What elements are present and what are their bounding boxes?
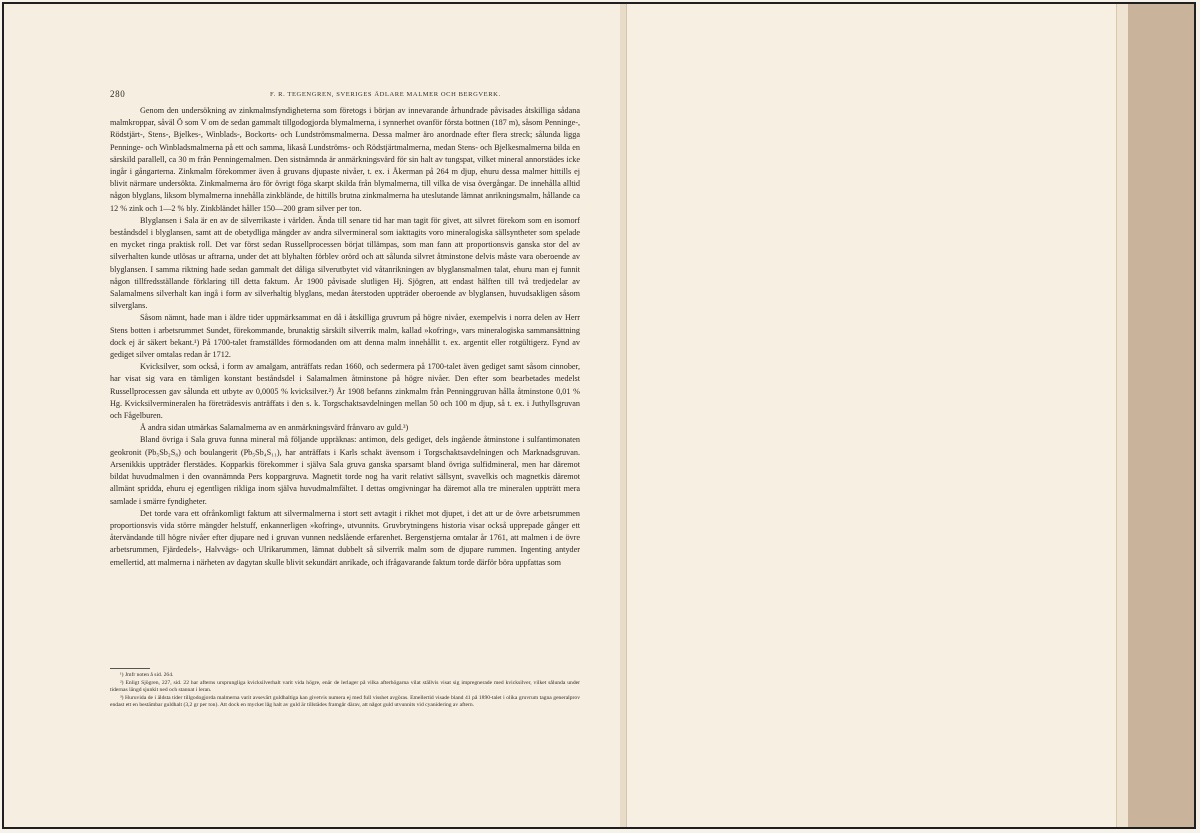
body-text: [110, 105, 580, 569]
paragraph: Det torde vara ett ofrånkomligt faktum att silvermalmerna i stort sett avtagit i rikhet mot djupet, i det att ur de övre arbetsrummen proportionsvis vida större mängder helstuff, enkannerligen »kofring», utvunnits. Gruvbrytningens historia visar också upprepade gånger ett återvändande till högre nivåer efter djupare ned i gruvan vunnen nedslående erfarenhet. Bergenstjerna omtalar år 1761, att malmen i de övre arbetsrummen, Fjärdedels-, Halvvägs- och Ulrikarummen, lämnat dubbelt så silverrik malm som de djupare rummen. Ingenting antyder emellertid, att malmerna i närheten av dagytan skulle blivit sekundärt anrikade, och ifrågavarande faktum torde därför böra uppfattas som: [110, 508, 580, 567]
paragraph: Kvicksilver, som också, i form av amalgam, anträffats redan 1660, och sedermera på 1700-talet även gediget samt såsom cinnober, har visat sig vara en tämligen konstant beståndsdel i Salamalmen åtminstone på högre nivåer. Den efter som bearbetades medelst Russellprocessen gav sålunda ett utbyte av 0,0005 % kvicksilver.²) År 1908 befanns zinkmalm från Penninggruvan hålla åtminstone 0,01 % Hg. Kvicksilvermineralen ha företrädesvis anträffats i den s. k. Torgschaktsavdelningen mellan 50 och 100 m djup, så t. ex. i Juthyllsgruvan och Fågelburen.: [110, 362, 580, 421]
cardboard-backing: [1128, 4, 1194, 827]
footnote: ²) Enligt Sjögren, 227, sid. 22 har afterns ursprungliga kvicksilverhalt varit vida högre, enär de lerlager på vilka afterhögarna vilat ställvis visat sig impregnerade med kvicksilver, vilket sålunda under tidernas längd sjunkit ned och stannat i leran.: [110, 679, 580, 694]
left-page: [4, 4, 621, 827]
footnote: ³) Huruvida de i äldsta tider tillgodogjorda malmerna varit avsevärt guldhaltiga kan givetvis numera ej med full visshet avgöras. Emellertid visade bland 41 på 1890-talet i olika gruvrum tagna generalprov endast ett en bestämbar guldhalt (3,2 gr per ton). Att dock en mycket låg halt av guld är tillstädes framgår därav, att något guld utvunnits vid cyanidering av aftern.: [110, 694, 580, 709]
page-header: [110, 90, 596, 102]
right-page-blank: [626, 4, 1129, 827]
footnotes: [110, 672, 580, 710]
running-title: F. R. TEGENGREN, SVERIGES ÄDLARE MALMER OCH BERGVERK.: [270, 91, 501, 98]
paragraph: Å andra sidan utmärkas Salamalmerna av en anmärkningsvärd frånvaro av guld.³): [140, 423, 409, 433]
paragraph: Blyglansen i Sala är en av de silverrikaste i världen. Ända till senare tid har man tagit för givet, att silvret förekom som en isomorf beståndsdel i blyglansen, samt att de obetydliga mängder av andra silvermineral som iakttagits voro mineralogiska sällsyntheter som spelade en mycket ringa praktisk roll. Det var först sedan Russellprocessen börjat tillämpas, som man fann att proportionsvis ganska stor del av silverhalten kunde utlösas ur aftrarna, under det att blyhalten förblev orörd och att sålunda silvret åtminstone delvis måste vara oberoende av blyglansen. I samma riktning hade sedan gammalt det dåliga silverutbytet vid våtanrikningen av blyglansmalmen talat, ehuru man ej funnit någon tillfredsställande förklaring till detta faktum. År 1900 påvisade slutligen Hj. Sjögren, att endast hälften till två tredjedelar av Salamalmens silverhalt kan ingå i form av silverhaltig blyglans, medan återstoden uppträder oberoende av blyglansen, huvudsakligen såsom silverglans.: [110, 215, 580, 311]
paragraph: Bland övriga i Sala gruva funna mineral må följande uppräknas: antimon, dels gediget, dels ingående åtminstone i sulfantimonaten geokronit (Pb₅Sb₂S₈) och boulangerit (Pb₅Sb₄S₁₁), har anträffats i Karls schakt ävensom i Torgschaktsavdelningen och Marknadsgruvan. Arsenikkis uppträder flerstädes. Kopparkis förekommer i själva Sala gruva ganska sparsamt bland övriga sulfidmineral, men har däremot bildat huvudmalmen i den ovannämnda Pers koppargruva. Magnetit torde nog ha varit relativt sällsynt, svavelkis och magnetkis däremot allmänt spridda, ehuru ej egentligen rikliga inom själva huvudmalmfältet. I dettas omgivningar ha däremot alla tre mineralen uppträtt mera samlade i smärre fyndigheter.: [110, 435, 580, 506]
paragraph: Genom den undersökning av zinkmalmsfyndigheterna som företogs i början av innevarande århundrade påvisades åtskilliga sådana malmkroppar, såväl Ö som V om de sedan gammalt tillgodogjorda blymalmerna, i synnerhet ovanför första bottnen (187 m), såsom Penninge-, Rödstjärt-, Stens-, Bjelkes-, Winblads-, Bockorts- och Lundströmsmalmerna. Dessa malmer äro anordnade efter flera streck; sålunda ligga Penninge- och Winbladsmalmerna på ett och samma, likaså Lundströms- och Rödstjärtmalmerna, medan Stens- och Bjelkesmalmerna bilda en särskild parallell, ca 30 m från Penningemalmen. Den sistnämnda är anmärkningsvärd för sin halt av tungspat, vilket mineral annorstädes icke ingår i gångarterna. Zinkmalm förekommer även å gruvans djupaste nivåer, t. ex. i Åkerman på 264 m djup, ehuru dessa malmer hittills ej blivit närmare undersökta. Zinkmalmerna äro för övrigt föga skarpt skilda från blymalmerna, till vilka de visa övergångar. De innehålla alltid någon blyglans, liksom blymalmerna innehålla zinkblände, de hittills brutna zinkmalmerna ha uteslutande lämnat anrikningsmalm, hållande ca 12 % zink och 1—2 % bly. Zinkbländet håller 150—200 gram silver per ton.: [110, 106, 580, 213]
page-number: 280: [110, 89, 126, 99]
footnote: ¹) Jmfr noten å sid. 264.: [120, 672, 174, 678]
footnote-divider: [110, 668, 150, 669]
scan-frame: [2, 2, 1196, 829]
paragraph: Såsom nämnt, hade man i äldre tider uppmärksammat en då i åtskilliga gruvrum på högre nivåer, exempelvis i norra delen av Herr Stens botten i arbetsrummet Sundet, förekommande, brunaktig särskilt silverrik malm, kallad »kofring», vars mineralogiska sammansättning dock ej är säkert bekant.¹) På 1700-talet framställdes förmodanden om att denna malm innehållit t. ex. argentit eller rotgültigerz. Fynd av gediget silver omtalas redan år 1712.: [110, 313, 580, 360]
